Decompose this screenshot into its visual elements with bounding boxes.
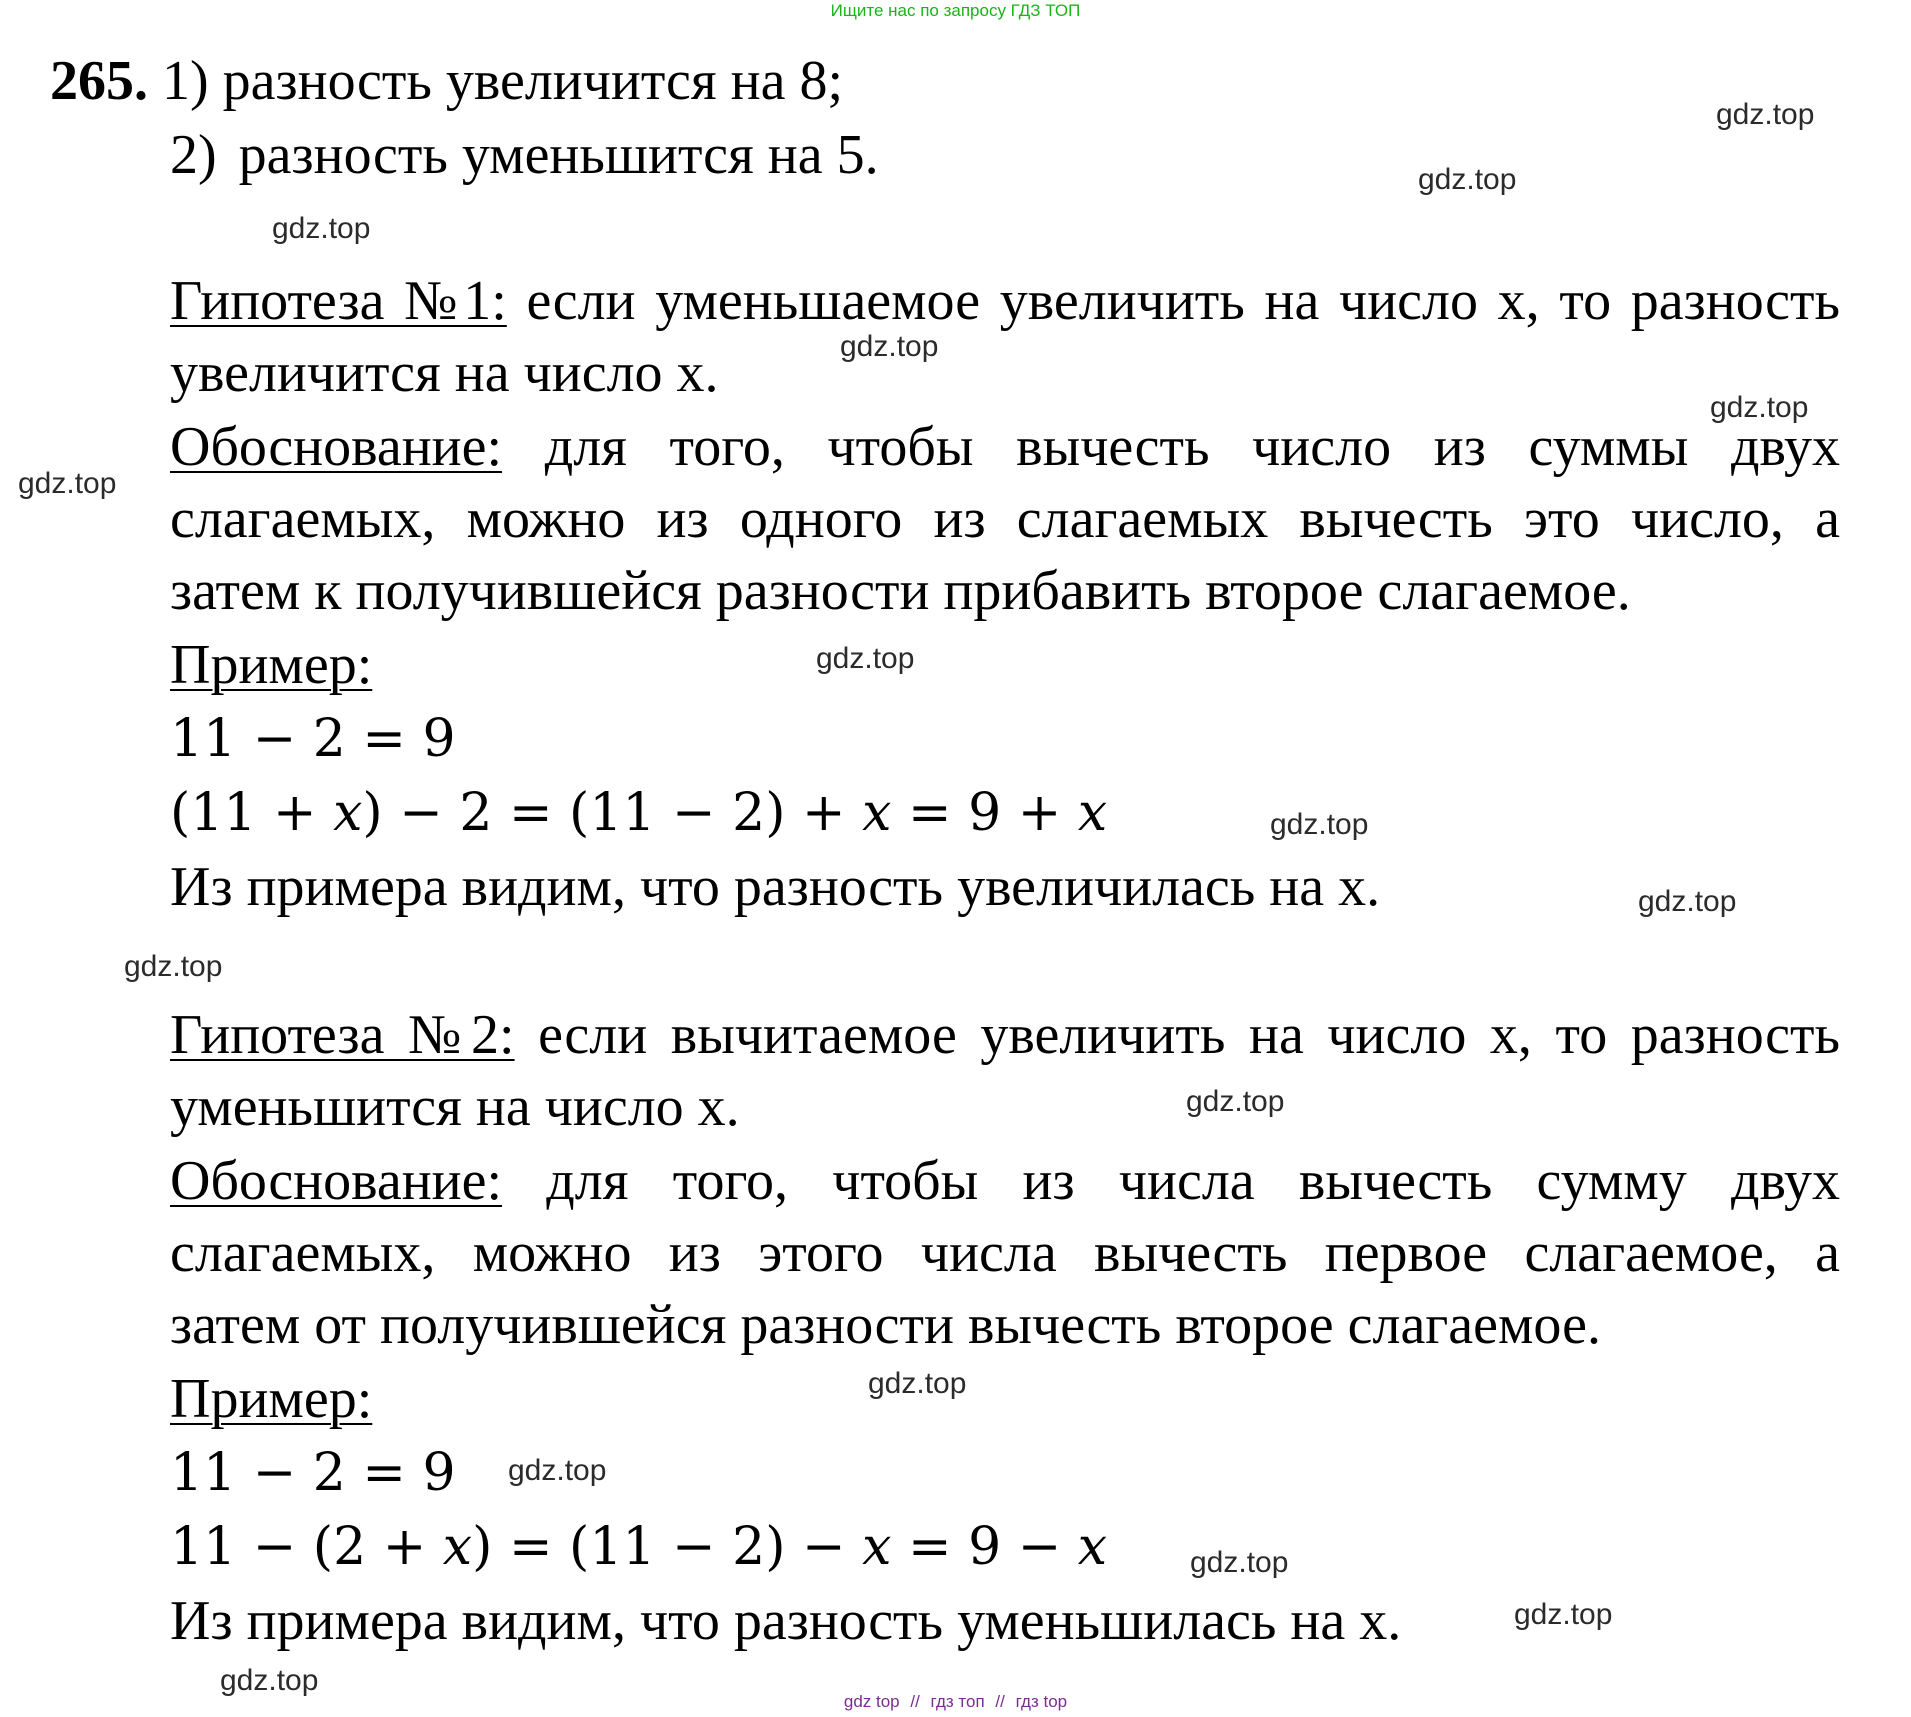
watermark: gdz.top	[1186, 1085, 1285, 1118]
watermark: gdz.top	[1638, 885, 1737, 918]
watermark: gdz.top	[840, 330, 939, 363]
answer-1: 1) разность увеличится на 8;	[162, 50, 844, 112]
justification-1-label: Обоснование:	[170, 416, 503, 478]
watermark: gdz.top	[124, 950, 223, 983]
hypothesis-2-line-2: уменьшится на число x.	[170, 1076, 740, 1138]
footer-link[interactable]: гдз top	[1015, 1692, 1068, 1711]
justification-1-line-3: затем к получившейся разности прибавить второе слагаемое.	[170, 560, 1631, 622]
watermark: gdz.top	[1514, 1598, 1613, 1631]
justification-1-line-1: Обоснование: для того, чтобы вычесть число из суммы двух	[170, 416, 1840, 478]
example-2-equation-2: 11 − (2 + x) = (11 − 2) − x = 9 − x	[170, 1517, 1108, 1577]
justification-1-line-2: слагаемых, можно из одного из слагаемых вычесть это число, а	[170, 488, 1840, 550]
watermark: gdz.top	[1270, 808, 1369, 841]
justification-2-line-2: слагаемых, можно из этого числа вычесть первое слагаемое, а	[170, 1222, 1840, 1284]
watermark: gdz.top	[816, 642, 915, 675]
footer-link[interactable]: гдз топ	[930, 1692, 985, 1711]
watermark: gdz.top	[18, 467, 117, 500]
footer-links: gdz top // гдз топ // гдз top	[843, 1692, 1068, 1711]
hypothesis-2-label: Гипотеза №2:	[170, 1004, 515, 1066]
justification-2-label: Обоснование:	[170, 1150, 503, 1212]
example-2-equation-1: 11 − 2 = 9	[170, 1443, 456, 1503]
watermark: gdz.top	[1716, 98, 1815, 131]
justification-2-line-1: Обоснование: для того, чтобы из числа вычесть сумму двух	[170, 1150, 1840, 1212]
watermark: gdz.top	[220, 1664, 319, 1697]
answer-2-number: 2)	[170, 124, 217, 186]
search-hint-banner: Ищите нас по запросу ГДЗ ТОП	[830, 1, 1081, 20]
hypothesis-1-line-1: Гипотеза №1: если уменьшаемое увеличить на число x, то разность	[170, 270, 1840, 332]
justification-2-line-3: затем от получившейся разности вычесть второе слагаемое.	[170, 1294, 1601, 1356]
watermark: gdz.top	[508, 1454, 607, 1487]
problem-line-2	[170, 120, 879, 190]
example-1-equation-1: 11 − 2 = 9	[170, 709, 456, 769]
conclusion-1: Из примера видим, что разность увеличилась на x.	[170, 856, 1381, 918]
hypothesis-1-line-2: увеличится на число x.	[170, 342, 719, 404]
answer-2-text: разность уменьшится на 5.	[238, 124, 879, 186]
hypothesis-2-line-1: Гипотеза №2: если вычитаемое увеличить на число x, то разность	[170, 1004, 1840, 1066]
conclusion-2: Из примера видим, что разность уменьшилась на x.	[170, 1590, 1402, 1652]
hypothesis-1-label: Гипотеза №1:	[170, 270, 507, 332]
problem-number: 265.	[50, 50, 148, 112]
watermark: gdz.top	[272, 212, 371, 245]
example-2-label: Пример:	[170, 1368, 373, 1430]
footer-link[interactable]: gdz top	[843, 1692, 900, 1711]
problem-line-1	[50, 46, 843, 116]
watermark: gdz.top	[1710, 391, 1809, 424]
watermark: gdz.top	[1418, 163, 1517, 196]
watermark: gdz.top	[1190, 1546, 1289, 1579]
example-1-label: Пример:	[170, 634, 373, 696]
example-1-equation-2: (11 + x) − 2 = (11 − 2) + x = 9 + x	[170, 783, 1108, 843]
watermark: gdz.top	[868, 1367, 967, 1400]
